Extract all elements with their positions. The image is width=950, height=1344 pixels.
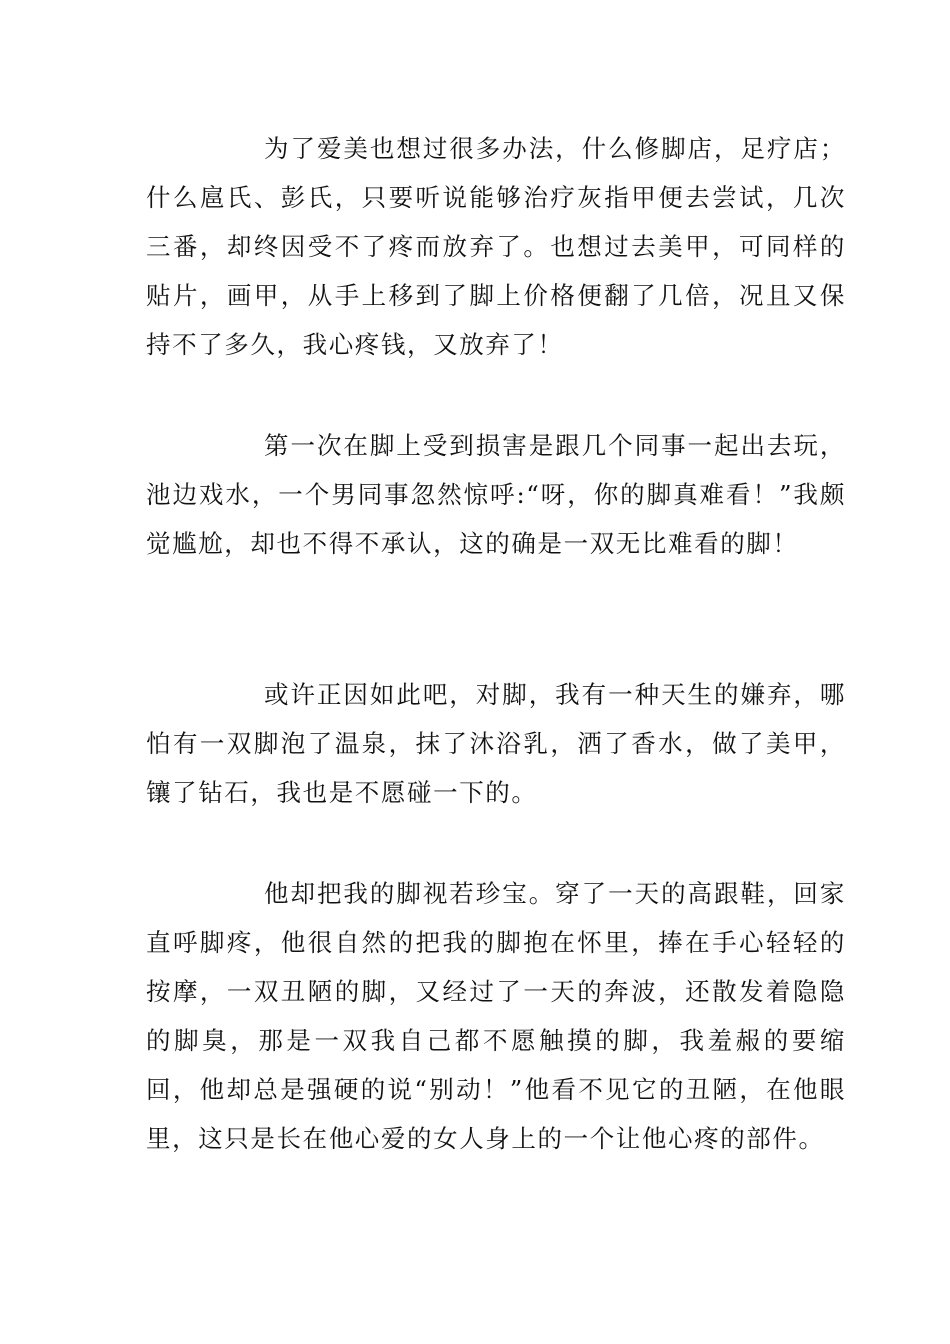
paragraph-3: 或许正因如此吧，对脚，我有一种天生的嫌弃，哪怕有一双脚泡了温泉，抹了沐浴乳，洒了香水，做了美甲，镶了钻石，我也是不愿碰一下的。	[146, 680, 846, 807]
paragraph-2: 第一次在脚上受到损害是跟几个同事一起出去玩，池边戏水，一个男同事忽然惊呼:“呀，你的脚真难看！”我颇觉尴尬，却也不得不承认，这的确是一双无比难看的脚！	[146, 431, 846, 558]
paragraph-4: 他却把我的脚视若珍宝。穿了一天的高跟鞋，回家直呼脚疼，他很自然的把我的脚抱在怀里，捧在手心轻轻的按摩，一双丑陋的脚，又经过了一天的奔波，还散发着隐隐的脚臭，那是一双我自己都不愿触摸的脚，我羞赧的要缩回，他却总是强硬的说“别动！”他看不见它的丑陋，在他眼里，这只是长在他心爱的女人身上的一个让他心疼的部件。	[146, 879, 846, 1153]
paragraph-1: 为了爱美也想过很多办法，什么修脚店，足疗店；什么扈氏、彭氏，只要听说能够治疗灰指甲便去尝试，几次三番，却终因受不了疼而放弃了。也想过去美甲，可同样的贴片，画甲，从手上移到了脚上价格便翻了几倍，况且又保持不了多久，我心疼钱，又放弃了！	[146, 134, 846, 359]
